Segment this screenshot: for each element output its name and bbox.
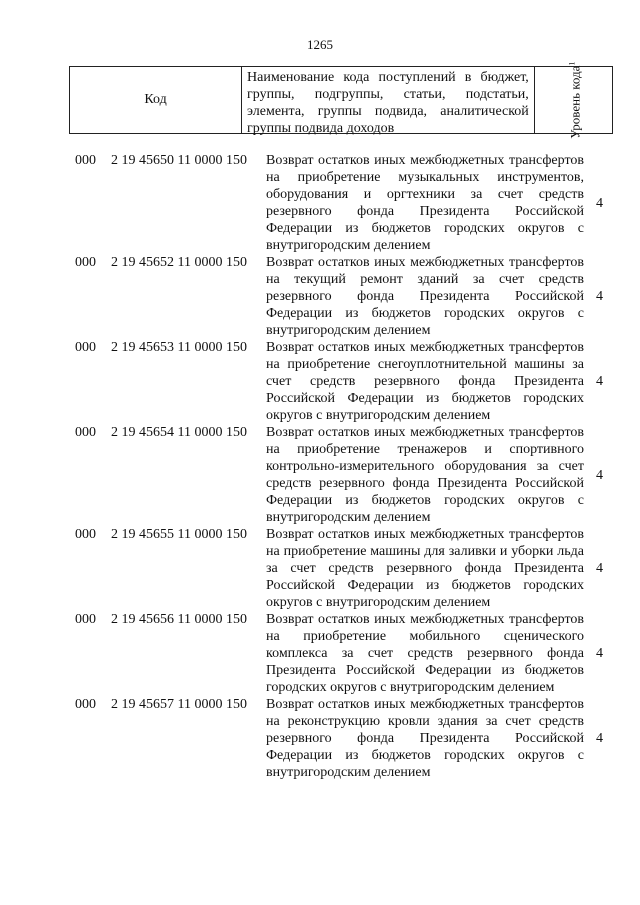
table-row bbox=[75, 339, 615, 424]
table-row bbox=[75, 424, 615, 526]
row-level: 4 bbox=[596, 467, 603, 483]
row-level: 4 bbox=[596, 731, 603, 746]
table-row bbox=[75, 152, 615, 254]
header-level-text bbox=[565, 61, 581, 138]
row-level: 4 bbox=[596, 195, 603, 211]
row-code: 2 19 45650 11 0000 150 bbox=[111, 153, 247, 168]
row-level: 4 bbox=[596, 289, 603, 304]
row-name: Возврат остатков иных межбюджетных трансфертов на приобретение мобильного сценического комплекса за счет средств резервного фонда Президента Российской Федерации из бюджетов городских округов с внутригородским делением bbox=[266, 612, 584, 695]
row-name: Возврат остатков иных межбюджетных трансфертов на приобретение машины для заливки и уборки льда за счет средств резервного фонда Президента Российской Федерации из бюджетов городских округов с внутригородским делением bbox=[266, 527, 584, 610]
row-prefix: 000 bbox=[75, 612, 96, 627]
header-code-label: Код bbox=[70, 67, 242, 133]
row-name: Возврат остатков иных межбюджетных трансфертов на текущий ремонт зданий за счет средств резервного фонда Президента Российской Федерации из бюджетов городских округов с внутригородским делением bbox=[266, 255, 584, 338]
header-level-cell bbox=[535, 61, 612, 139]
row-prefix: 000 bbox=[75, 153, 96, 168]
row-name: Возврат остатков иных межбюджетных трансфертов на приобретение музыкальных инструментов, оборудования и оргтехники за счет средств резервного фонда Президента Российской Федерации из бюджетов городских округов с внутригородским делением bbox=[266, 153, 584, 253]
row-prefix: 000 bbox=[75, 527, 96, 542]
table-header bbox=[69, 61, 613, 139]
row-code: 2 19 45654 11 0000 150 bbox=[111, 425, 247, 440]
row-name: Возврат остатков иных межбюджетных трансфертов на приобретение тренажеров и спортивного контрольно-измерительного оборудования за счет средств резервного фонда Президента Российской Федерации из бюджетов городских округов с внутригородским делением bbox=[266, 425, 584, 525]
row-level: 4 bbox=[596, 561, 603, 576]
row-code: 2 19 45652 11 0000 150 bbox=[111, 255, 247, 270]
row-code: 2 19 45656 11 0000 150 bbox=[111, 612, 247, 627]
row-level: 4 bbox=[596, 374, 603, 389]
header-name-label: Наименование кода поступлений в бюджет, группы, подгруппы, статьи, подстатьи, элемента, группы подвида, аналитической группы подвида доходов bbox=[242, 67, 535, 133]
row-prefix: 000 bbox=[75, 340, 96, 355]
row-code: 2 19 45655 11 0000 150 bbox=[111, 527, 247, 542]
row-prefix: 000 bbox=[75, 697, 96, 712]
page-number: 1265 bbox=[307, 37, 333, 52]
table-body bbox=[75, 152, 615, 781]
row-name: Возврат остатков иных межбюджетных трансфертов на приобретение снегоуплотнительной машины за счет средств резервного фонда Президента Российской Федерации из бюджетов городских округов с внутригородским делением bbox=[266, 340, 584, 423]
row-prefix: 000 bbox=[75, 255, 96, 270]
row-name: Возврат остатков иных межбюджетных трансфертов на реконструкцию кровли здания за счет средств резервного фонда Президента Российской Федерации из бюджетов городских округов с внутригородским делением bbox=[266, 697, 584, 780]
table-row bbox=[75, 254, 615, 339]
table-row bbox=[75, 526, 615, 611]
header-level-footnote: 1 bbox=[567, 61, 577, 66]
table-row bbox=[75, 696, 615, 781]
header-level-label: Уровень кода bbox=[567, 65, 583, 139]
row-code: 2 19 45657 11 0000 150 bbox=[111, 697, 247, 712]
row-code: 2 19 45653 11 0000 150 bbox=[111, 340, 247, 355]
row-prefix: 000 bbox=[75, 425, 96, 440]
table-row bbox=[75, 611, 615, 696]
row-level: 4 bbox=[596, 646, 603, 661]
